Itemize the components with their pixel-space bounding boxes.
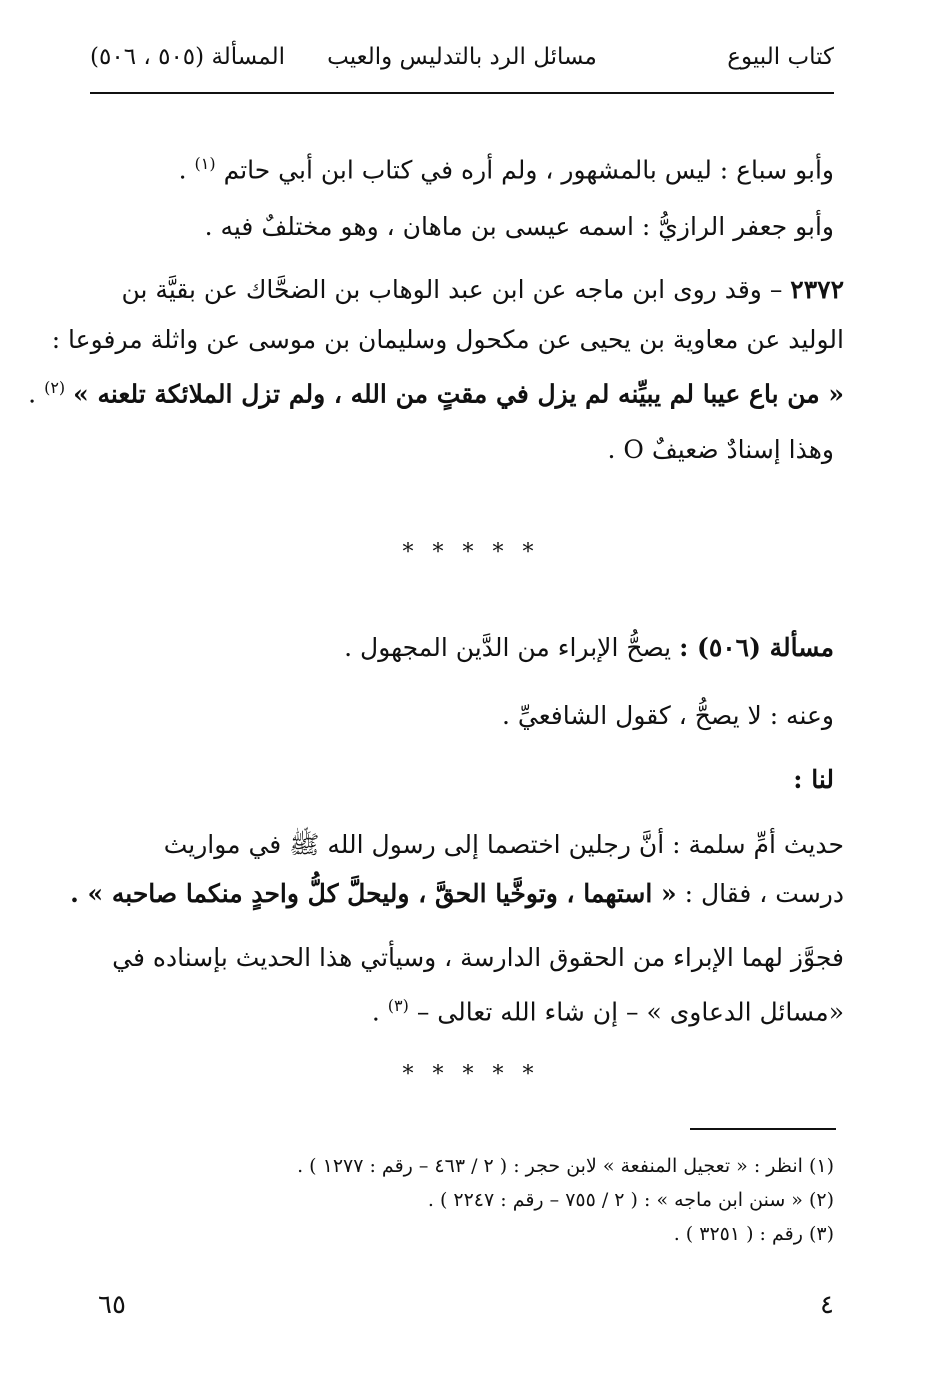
paragraph-conclusion-line-2: «مسائل الدعاوى » – إن شاء الله تعالى – $^{(٣)}$ . — [371, 996, 844, 1027]
header-chapter-title: مسائل الرد بالتدليس والعيب — [327, 44, 597, 70]
hadith-2372-line-1: ٢٣٧٢ – وقد روى ابن ماجه عن ابن عبد الوهاب بن الضحَّاك عن بقيَّة بن — [121, 275, 844, 304]
header-issue-range: المسألة (٥٠٥ ، ٥٠٦) — [90, 44, 285, 70]
page-number: ٦٥ — [98, 1290, 126, 1320]
running-header — [90, 44, 834, 84]
footnote-ref-2: (٢) — [44, 378, 66, 397]
footnote-3: (٣) رقم : ( ٣٢٥١ ) . — [673, 1223, 834, 1245]
section-separator-1: * * * * * — [402, 540, 540, 565]
hadith-quote: « استهما ، وتوخَّيا الحقَّ ، وليحلَّ كلُّ واحدٍ منكما صاحبه » . — [70, 879, 677, 908]
footnote-2: (٢) « سنن ابن ماجه » : ( ٢ / ٧٥٥ – رقم : ٢٢٤٧ ) . — [427, 1189, 834, 1211]
paragraph-abu-jafar: وأبو جعفر الرازيُّ : اسمه عيسى بن ماهان ، وهو مختلفٌ فيه . — [204, 212, 834, 241]
footnote-ref-1: (١) — [194, 154, 216, 173]
paragraph-other-view: وعنه : لا يصحُّ ، كقول الشافعيِّ . — [502, 701, 834, 730]
section-separator-2: * * * * * — [402, 1062, 540, 1087]
header-book-title: كتاب البيوع — [727, 44, 834, 70]
isnad-weak-note: وهذا إسنادٌ ضعيفٌ O . — [607, 435, 834, 464]
footnote-rule — [690, 1128, 836, 1130]
masala-506-heading — [95, 630, 834, 666]
volume-number: ٤ — [820, 1290, 834, 1320]
hadith-2372-line-3: « من باع عيبا لم يبيِّنه لم يزل في مقتٍ من الله ، ولم تزل الملائكة تلعنه » $^{(٢)}$ . — [28, 378, 844, 409]
hadith-text: « من باع عيبا لم يبيِّنه لم يزل في مقتٍ من الله ، ولم تزل الملائكة تلعنه » — [73, 379, 844, 409]
footnote-ref-3: (٣) — [387, 996, 409, 1015]
hadith-2372-line-2: الوليد عن معاوية بن يحيى عن مكحول وسليمان بن موسى عن واثلة مرفوعا : — [51, 325, 844, 354]
paragraph-conclusion-line-1: فجوَّز لهما الإبراء من الحقوق الدارسة ، وسيأتي هذا الحديث بإسناده في — [112, 943, 844, 972]
masala-label: مسألة (٥٠٦) : — [679, 633, 834, 662]
footnote-1: (١) انظر : « تعجيل المنفعة » لابن حجر : ( ٢ / ٤٦٣ – رقم : ١٢٧٧ ) . — [297, 1155, 834, 1177]
paragraph-lana: لنا : — [793, 765, 834, 794]
hadith-umm-salama-line-2: درست ، فقال : « استهما ، وتوخَّيا الحقَّ ، وليحلَّ كلُّ واحدٍ منكما صاحبه » . — [70, 879, 844, 908]
paragraph-abu-sabba: وأبو سباع : ليس بالمشهور ، ولم أره في كتاب ابن أبي حاتم $^{(١)}$ . — [178, 154, 834, 185]
hadith-umm-salama-line-1: حديث أمِّ سلمة : أنَّ رجلين اختصما إلى رسول الله ﷺ في مواريث — [163, 830, 844, 859]
masala-text: يصحُّ الإبراء من الدَّين المجهول . — [344, 633, 672, 662]
header-rule — [90, 92, 834, 94]
hadith-number: ٢٣٧٢ — [790, 275, 844, 304]
